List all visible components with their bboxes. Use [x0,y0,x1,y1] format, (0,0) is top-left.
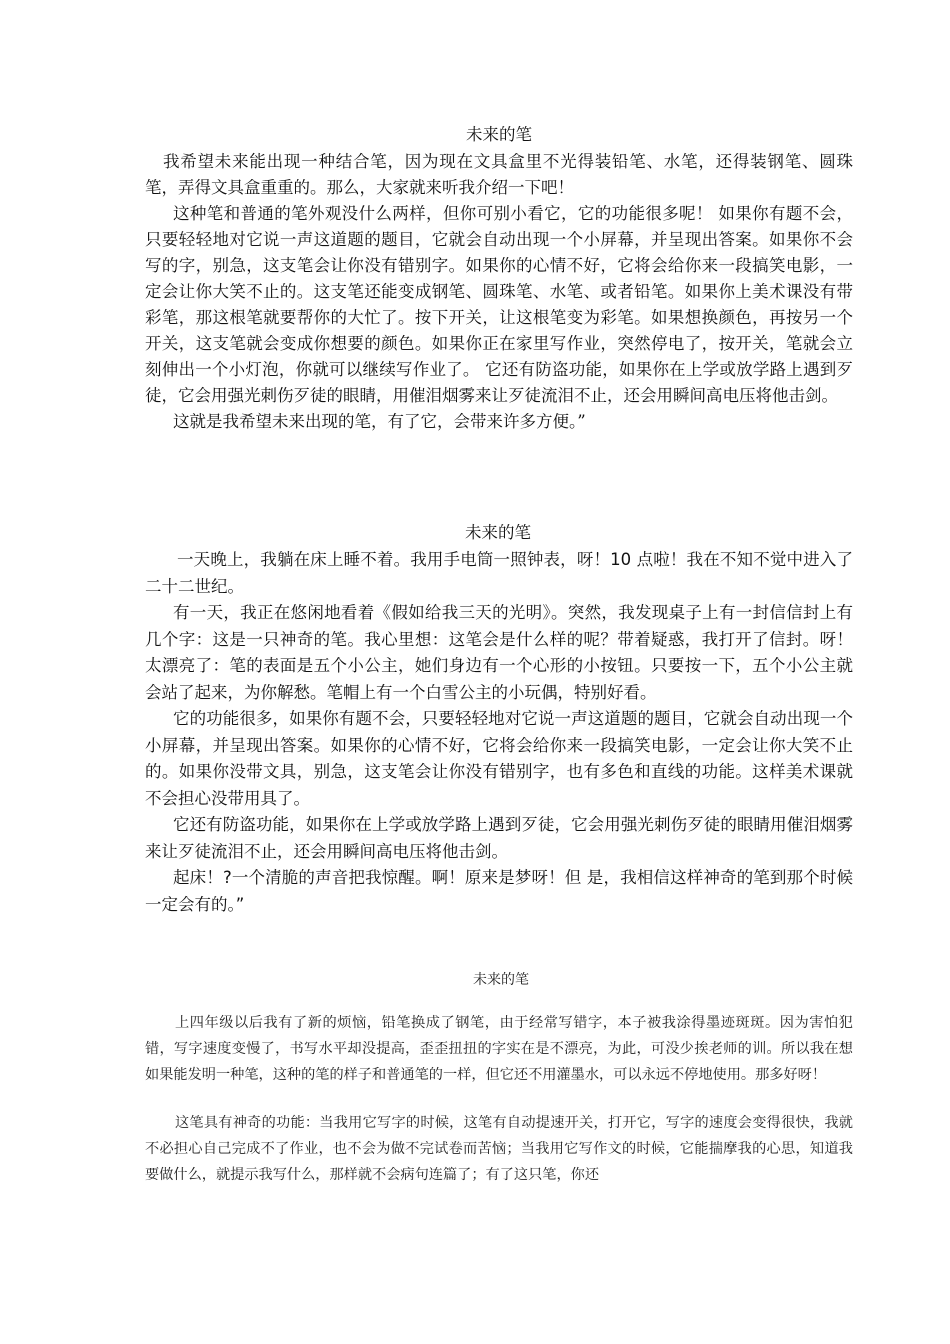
article-paragraph: 有一天，我正在悠闲地看着《假如给我三天的光明》。突然，我发现桌子上有一封信信封上有几个字：这是一只神奇的笔。我心里想：这笔会是什么样的呢？带着疑惑，我打开了信封。呀！太漂亮了：笔的表面是五个小公主，她们身边有一个心形的小按钮。只要按一下，五个小公主就会站了起来，为你解愁。笔帽上有一个白雪公主的小玩偶，特别好看。 [145,603,853,702]
article-title: 未来的笔 [465,523,531,542]
article-2 [145,523,853,918]
article-title: 未来的笔 [466,125,532,144]
article-paragraph: 它还有防盗功能，如果你在上学或放学路上遇到歹徒，它会用强光刺伤歹徒的眼睛用催泪烟雾来让歹徒流泪不止，还会用瞬间高电压将他击剑。 [145,815,853,861]
article-paragraph: 它的功能很多，如果你有题不会，只要轻轻地对它说一声这道题的题目，它就会自动出现一个小屏幕，并呈现出答案。如果你的心情不好，它将会给你来一段搞笑电影，一定会让你大笑不止的。如果你没带文具，别急，这支笔会让你没有错别字，也有多色和直线的功能。这样美术课就不会担心没带用具了。 [145,709,853,808]
article-paragraph: 上四年级以后我有了新的烦恼，铅笔换成了钢笔，由于经常写错字，本子被我涂得墨迹斑斑。因为害怕犯错，写字速度变慢了，书写水平却没提高，歪歪扭扭的字实在是不漂亮，为此，可没少挨老师的训。所以我在想如果能发明一种笔，这种的笔的样子和普通笔的一样，但它还不用灌墨水，可以永远不停地使用。那多好呀！ [145,1015,853,1083]
article-3 [145,970,853,1188]
article-paragraph: 这种笔和普通的笔外观没什么两样，但你可别小看它，它的功能很多呢！ 如果你有题不会，只要轻轻地对它说一声这道题的题目，它就会自动出现一个小屏幕，并呈现出答案。如果你不会写的字，别急，这支笔会让你没有错别字。如果你的心情不好，它将会给你来一段搞笑电影，一定会让你大笑不止的。这支笔还能变成钢笔、圆珠笔、水笔、或者铅笔。如果你上美术课没有带彩笔，那这根笔就要帮你的大忙了。按下开关，让这根笔变为彩笔。如果想换颜色，再按另一个开关，这支笔就会变成你想要的颜色。如果你正在家里写作业，突然停电了，按开关，笔就会立刻伸出一个小灯泡，你就可以继续写作业了。 它还有防盗功能，如果你在上学或放学路上遇到歹徒，它会用强光刺伤歹徒的眼睛，用催泪烟雾来让歹徒流泪不止，还会用瞬间高电压将他击剑。 [145,204,853,405]
article-paragraph: 起床！?一个清脆的声音把我惊醒。啊！原来是梦呀！但 是，我相信这样神奇的笔到那个时候一定会有的。” [145,868,853,914]
article-paragraph: 一天晚上，我躺在床上睡不着。我用手电筒一照钟表，呀！10 点啦！我在不知不觉中进入了二十二世纪。 [145,550,853,596]
article-title: 未来的笔 [473,972,529,988]
article-paragraph: 这就是我希望未来出现的笔，有了它，会带来许多方便。” [173,412,586,431]
article-1 [145,125,853,435]
article-paragraph: 我希望未来能出现一种结合笔，因为现在文具盒里不光得装铅笔、水笔，还得装钢笔、圆珠笔，弄得文具盒重重的。那么，大家就来听我介绍一下吧！ [145,152,853,197]
article-paragraph: 这笔具有神奇的功能：当我用它写字的时候，这笔有自动提速开关，打开它，写字的速度会变得很快，我就不必担心自己完成不了作业，也不会为做不完试卷而苦恼；当我用它写作文的时候，它能揣摩我的心思，知道我要做什么，就提示我写什么，那样就不会病句连篇了；有了这只笔，你还 [145,1115,853,1183]
paragraph-spacer [145,1088,853,1110]
